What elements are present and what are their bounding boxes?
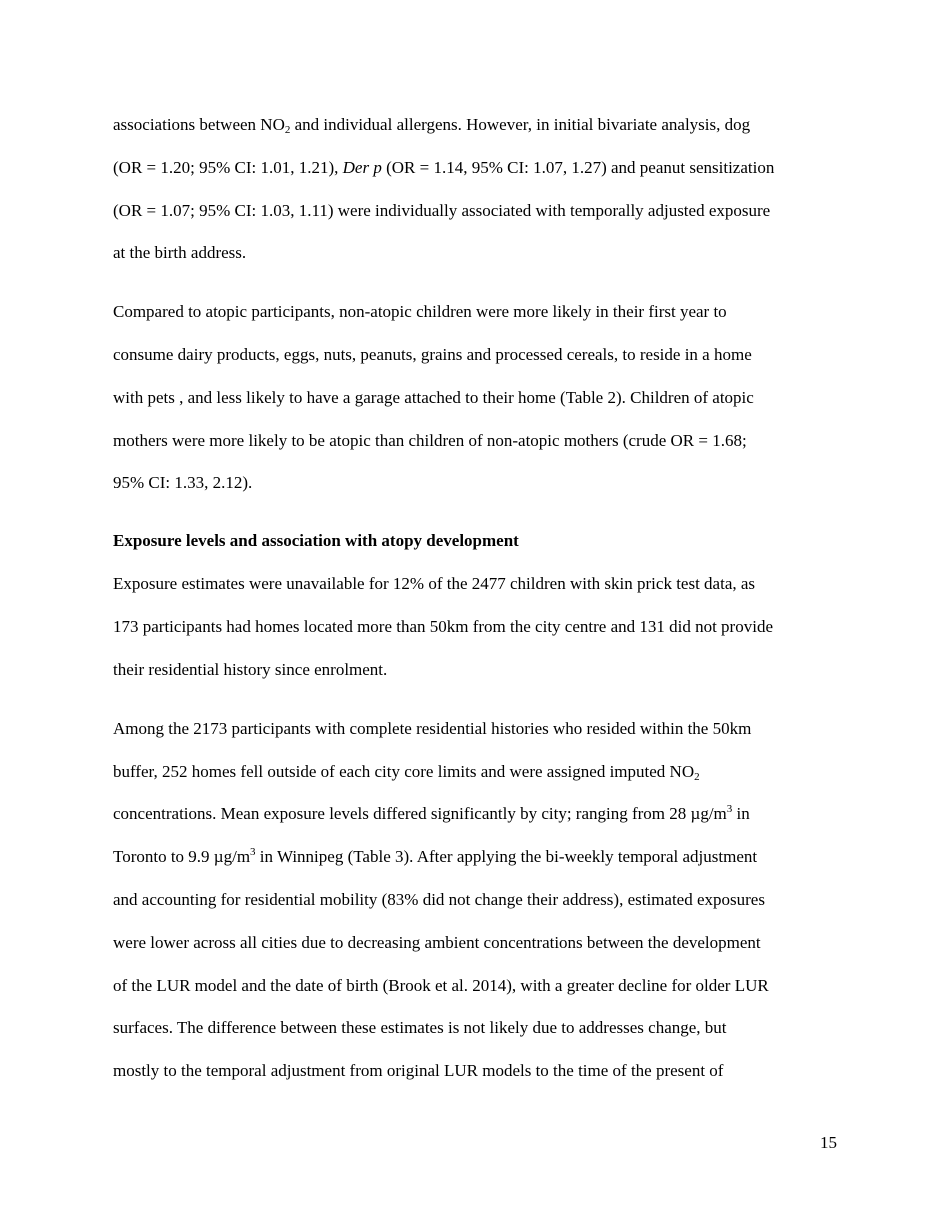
text-run: (OR = 1.14, 95% CI: 1.07, 1.27) and peanut sensitization (381, 158, 775, 177)
text-run: concentrations. Mean exposure levels differed significantly by city; ranging from 28 µg/m (113, 804, 727, 823)
paragraph-1-line-2 (113, 158, 774, 178)
text-run: associations between NO (113, 115, 285, 134)
paragraph-3-line-3: their residential history since enrolment. (113, 660, 388, 679)
text-run: (OR = 1.20; 95% CI: 1.01, 1.21), (113, 158, 343, 177)
paragraph-1-line-1 (113, 115, 750, 135)
italic-species-name: Der p (342, 158, 382, 177)
paragraph-2-line-3: with pets , and less likely to have a garage attached to their home (Table 2). Children of atopic (113, 388, 754, 407)
superscript: 3 (726, 803, 733, 815)
subscript: 2 (284, 124, 291, 136)
paragraph-4-line-1: Among the 2173 participants with complete residential histories who resided within the 50km (113, 719, 752, 738)
paragraph-4-line-7: of the LUR model and the date of birth (Brook et al. 2014), with a greater decline for older LUR (113, 976, 769, 995)
paragraph-2-line-1: Compared to atopic participants, non-atopic children were more likely in their first year to (113, 302, 727, 321)
section-heading: Exposure levels and association with atopy development (113, 531, 519, 550)
paragraph-4-line-2 (113, 762, 700, 782)
paragraph-1-line-4: at the birth address. (113, 243, 247, 262)
text-run: Toronto to 9.9 µg/m (113, 847, 251, 866)
paragraph-3-line-2: 173 participants had homes located more than 50km from the city centre and 131 did not provide (113, 617, 773, 636)
superscript: 3 (250, 846, 256, 858)
paragraph-2-line-4: mothers were more likely to be atopic than children of non-atopic mothers (crude OR = 1.68; (113, 431, 747, 450)
subscript: 2 (694, 771, 700, 783)
paragraph-1-line-3: (OR = 1.07; 95% CI: 1.03, 1.11) were individually associated with temporally adjusted exposure (113, 201, 771, 220)
paragraph-4-line-9: mostly to the temporal adjustment from original LUR models to the time of the present of (113, 1061, 724, 1080)
paragraph-3-line-1: Exposure estimates were unavailable for 12% of the 2477 children with skin prick test data, as (113, 574, 756, 593)
page-number: 15 (820, 1133, 837, 1152)
text-run: and individual allergens. However, in initial bivariate analysis, dog (290, 115, 751, 134)
paragraph-4-line-3 (113, 804, 750, 824)
paragraph-2-line-5: 95% CI: 1.33, 2.12). (113, 473, 253, 492)
text-run: in (732, 804, 750, 823)
paragraph-4-line-8: surfaces. The difference between these estimates is not likely due to addresses change, but (113, 1018, 727, 1037)
paragraph-4-line-5: and accounting for residential mobility (83% did not change their address), estimated exposures (113, 890, 765, 909)
paragraph-4-line-4 (113, 847, 757, 867)
paragraph-2-line-2: consume dairy products, eggs, nuts, peanuts, grains and processed cereals, to reside in a home (113, 345, 752, 364)
text-run: in Winnipeg (Table 3). After applying the bi-weekly temporal adjustment (255, 847, 758, 866)
paragraph-4-line-6: were lower across all cities due to decreasing ambient concentrations between the development (113, 933, 761, 952)
text-run: buffer, 252 homes fell outside of each city core limits and were assigned imputed NO (113, 762, 695, 781)
